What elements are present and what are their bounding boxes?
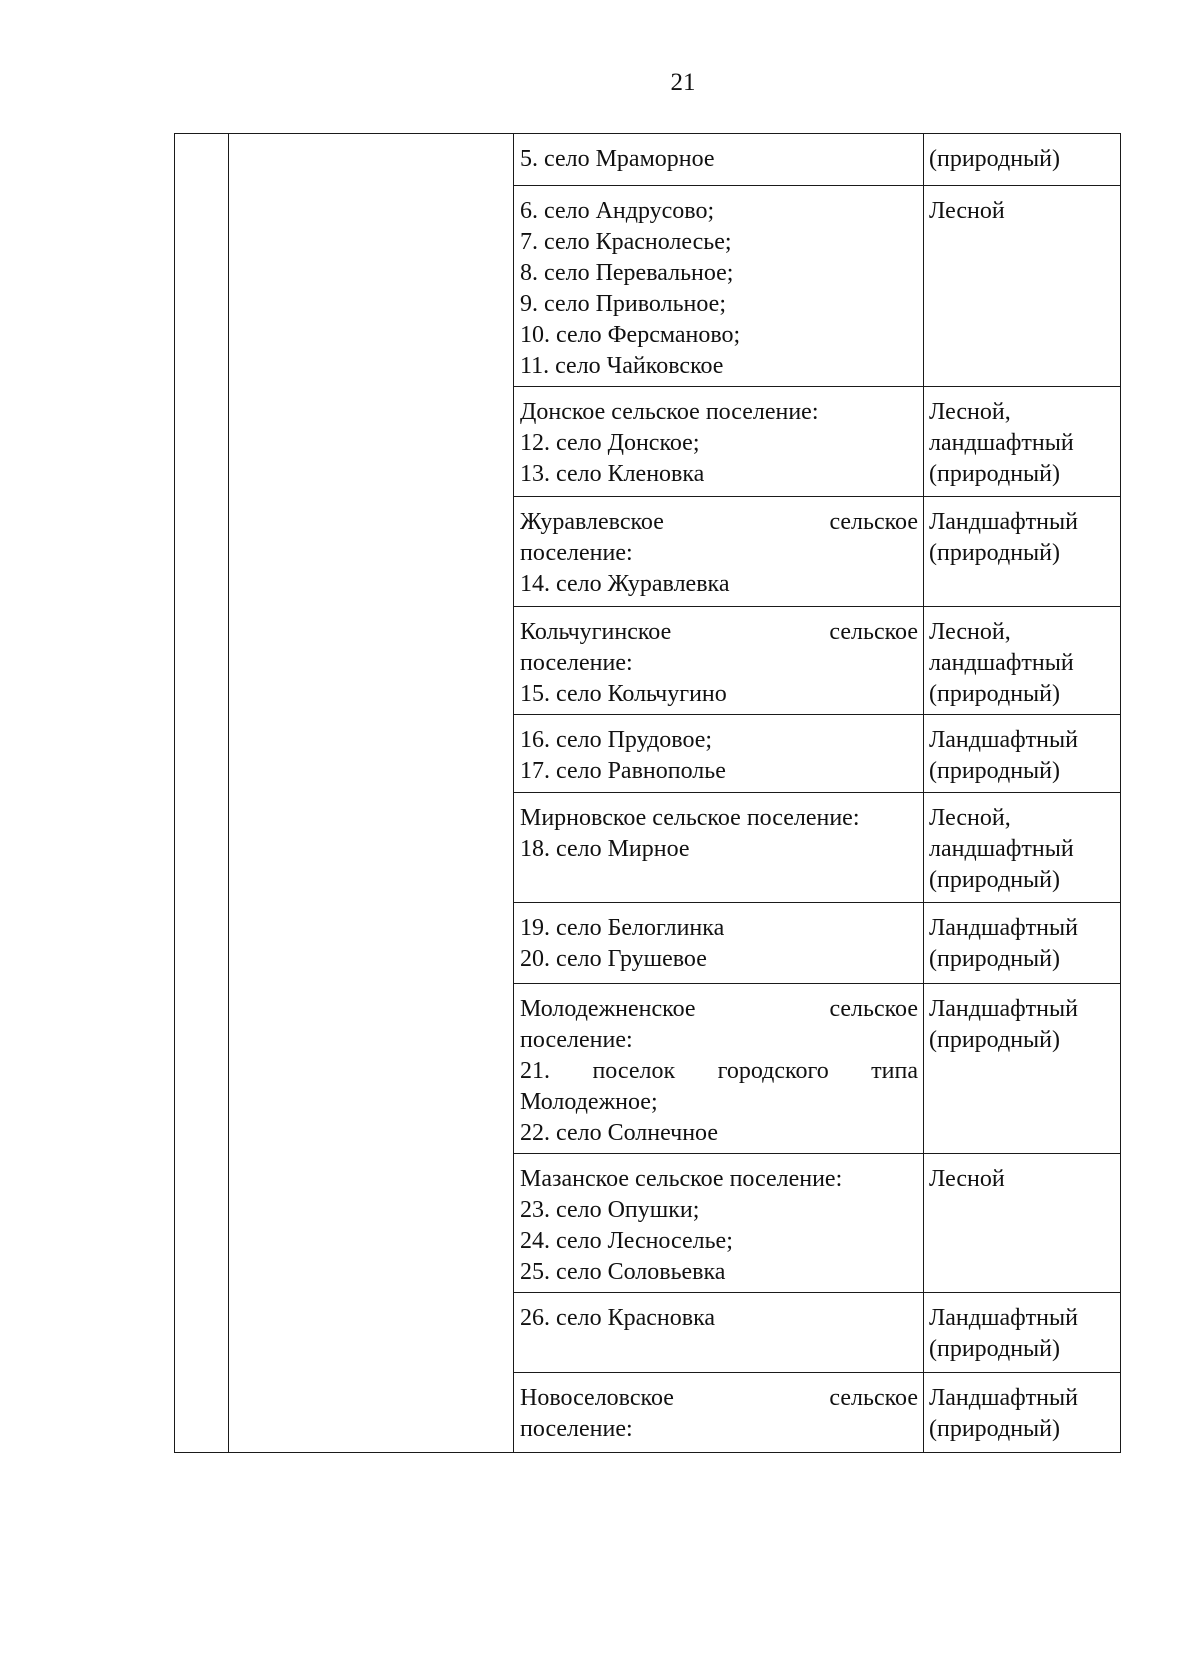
forest-type-cell bbox=[924, 607, 1121, 715]
forest-type-line: (природный) bbox=[929, 946, 1061, 972]
settlement-line: 17. село Равнополье bbox=[520, 758, 726, 784]
forest-type-line: (природный) bbox=[929, 867, 1061, 893]
settlement-line: 8. село Перевальное; bbox=[520, 260, 734, 286]
forest-type-cell bbox=[924, 984, 1121, 1154]
settlement-line: Новоселовское сельское bbox=[520, 1385, 918, 1411]
settlement-line: поселение: bbox=[520, 1416, 633, 1442]
settlement-line: 13. село Кленовка bbox=[520, 461, 705, 487]
forest-type-cell bbox=[924, 186, 1121, 387]
settlement-cell bbox=[514, 387, 924, 497]
forest-type-line: Лесной bbox=[929, 198, 1005, 224]
forest-type-line: (природный) bbox=[929, 1416, 1061, 1442]
settlement-line: 10. село Ферсманово; bbox=[520, 322, 741, 348]
forest-type-cell bbox=[924, 903, 1121, 984]
settlement-line: Кольчугинское сельское bbox=[520, 619, 918, 645]
table-row bbox=[175, 134, 1121, 186]
settlement-line: Мазанское сельское поселение: bbox=[520, 1166, 843, 1192]
forest-type-line: (природный) bbox=[929, 1336, 1061, 1362]
settlement-line: 14. село Журавлевка bbox=[520, 571, 730, 597]
settlement-cell bbox=[514, 186, 924, 387]
settlement-line: 21. поселок городского типа bbox=[520, 1058, 918, 1084]
district-column-cell bbox=[229, 134, 514, 1453]
settlement-line: 12. село Донское; bbox=[520, 430, 700, 456]
forest-type-cell bbox=[924, 1154, 1121, 1293]
settlement-line: 19. село Белоглинка bbox=[520, 915, 725, 941]
settlement-line: 6. село Андрусово; bbox=[520, 198, 715, 224]
settlement-line: 22. село Солнечное bbox=[520, 1120, 718, 1146]
forest-type-cell bbox=[924, 793, 1121, 903]
settlement-cell bbox=[514, 1293, 924, 1373]
settlement-line: 24. село Лесноселье; bbox=[520, 1228, 733, 1254]
forest-type-line: Ландшафтный bbox=[929, 1385, 1078, 1411]
settlement-line: поселение: bbox=[520, 1027, 633, 1053]
settlement-cell bbox=[514, 903, 924, 984]
settlement-line: 11. село Чайковское bbox=[520, 353, 724, 379]
settlement-line: Молодежное; bbox=[520, 1089, 658, 1115]
forest-type-line: (природный) bbox=[929, 681, 1061, 707]
number-column-cell bbox=[175, 134, 229, 1453]
page-number: 21 bbox=[670, 69, 696, 96]
forest-type-cell bbox=[924, 1373, 1121, 1453]
forest-type-line: (природный) bbox=[929, 461, 1061, 487]
forest-type-line: (природный) bbox=[929, 146, 1061, 172]
forest-type-cell bbox=[924, 1293, 1121, 1373]
forest-type-line: Ландшафтный bbox=[929, 996, 1078, 1022]
forest-type-line: Лесной bbox=[929, 1166, 1005, 1192]
settlement-line: 9. село Привольное; bbox=[520, 291, 726, 317]
settlements-table-body bbox=[175, 134, 1121, 1453]
settlement-line: 25. село Соловьевка bbox=[520, 1259, 726, 1285]
settlement-line: поселение: bbox=[520, 650, 633, 676]
settlement-line: поселение: bbox=[520, 540, 633, 566]
forest-type-cell bbox=[924, 715, 1121, 793]
forest-type-line: Ландшафтный bbox=[929, 1305, 1078, 1331]
settlements-table bbox=[174, 133, 1121, 1453]
settlement-line: Донское сельское поселение: bbox=[520, 399, 819, 425]
settlement-line: Мирновское сельское поселение: bbox=[520, 805, 860, 831]
settlement-cell bbox=[514, 134, 924, 186]
settlement-cell bbox=[514, 715, 924, 793]
forest-type-cell bbox=[924, 497, 1121, 607]
forest-type-cell bbox=[924, 387, 1121, 497]
settlement-line: 23. село Опушки; bbox=[520, 1197, 700, 1223]
forest-type-line: Ландшафтный bbox=[929, 915, 1078, 941]
forest-type-line: Ландшафтный bbox=[929, 727, 1078, 753]
settlement-line: 7. село Краснолесье; bbox=[520, 229, 732, 255]
settlement-cell bbox=[514, 1373, 924, 1453]
settlement-line: 20. село Грушевое bbox=[520, 946, 707, 972]
forest-type-line: ландшафтный bbox=[929, 430, 1074, 456]
forest-type-line: Лесной, bbox=[929, 805, 1011, 831]
forest-type-line: (природный) bbox=[929, 1027, 1061, 1053]
forest-type-line: ландшафтный bbox=[929, 650, 1074, 676]
forest-type-line: Ландшафтный bbox=[929, 509, 1078, 535]
settlement-cell bbox=[514, 984, 924, 1154]
settlement-line: 16. село Прудовое; bbox=[520, 727, 713, 753]
forest-type-line: ландшафтный bbox=[929, 836, 1074, 862]
settlement-line: 5. село Мраморное bbox=[520, 146, 715, 172]
settlement-line: 15. село Кольчугино bbox=[520, 681, 727, 707]
settlement-line: Молодежненское сельское bbox=[520, 996, 918, 1022]
settlement-line: 26. село Красновка bbox=[520, 1305, 716, 1331]
settlement-cell bbox=[514, 1154, 924, 1293]
forest-type-line: Лесной, bbox=[929, 399, 1011, 425]
forest-type-line: Лесной, bbox=[929, 619, 1011, 645]
forest-type-line: (природный) bbox=[929, 758, 1061, 784]
forest-type-cell bbox=[924, 134, 1121, 186]
forest-type-line: (природный) bbox=[929, 540, 1061, 566]
settlement-line: 18. село Мирное bbox=[520, 836, 690, 862]
settlement-line: Журавлевское сельское bbox=[520, 509, 918, 535]
settlement-cell bbox=[514, 497, 924, 607]
settlement-cell bbox=[514, 607, 924, 715]
settlement-cell bbox=[514, 793, 924, 903]
